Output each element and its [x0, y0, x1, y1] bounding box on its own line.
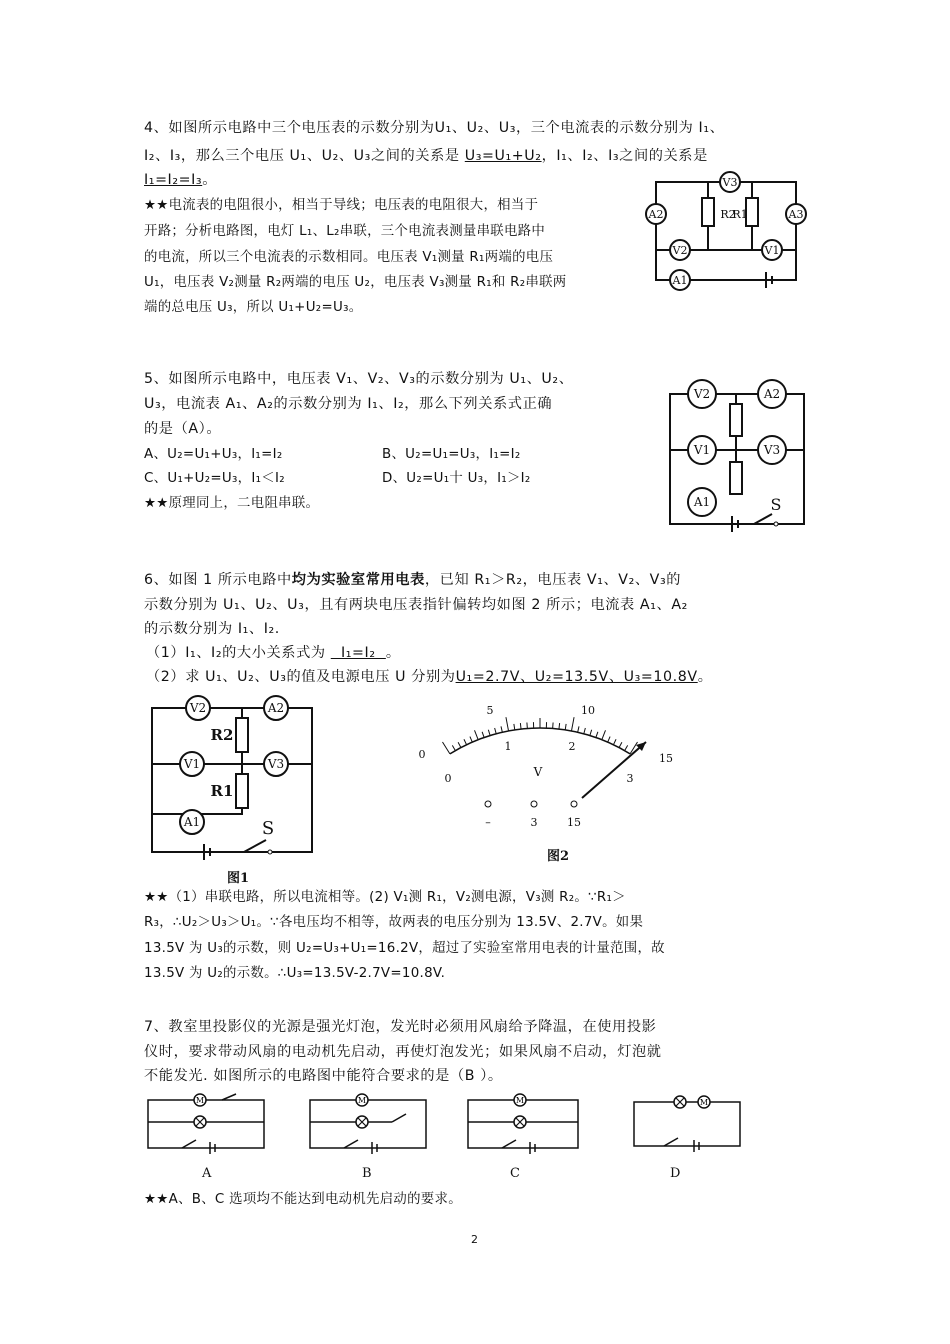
- q7-circuit-c: [466, 1092, 591, 1162]
- terminal-label-neg: –: [485, 816, 491, 829]
- q6-fig1-caption: 图1: [226, 871, 250, 886]
- q5-circuit-diagram: [668, 374, 813, 534]
- q5-line-3: 的是（A）。: [144, 421, 222, 437]
- q6-line-1: [144, 570, 681, 590]
- q4-fig-a3: A3: [788, 208, 804, 221]
- q6-fig1-r1: R1: [210, 782, 234, 800]
- scale-tick: [596, 732, 598, 738]
- q5-option-c: C、U₁+U₂=U₃，I₁＜I₂: [144, 471, 285, 486]
- scale-tick: [482, 732, 484, 738]
- scale-tick: [475, 730, 479, 739]
- q5-line-2: U₃，电流表 A₁、A₂的示数分别为 I₁、I₂，那么下列关系式正确: [144, 396, 553, 412]
- voltmeter-scale-ticks: [442, 717, 637, 754]
- scale-tick: [442, 742, 449, 754]
- scale-tick: [613, 739, 616, 744]
- voltmeter-unit: V: [533, 765, 543, 779]
- q7-option-a-label: A: [202, 1166, 212, 1181]
- q6-answer-1: I₁=I₂: [330, 645, 386, 661]
- scale-tick: [590, 730, 592, 736]
- scale-tick: [565, 724, 566, 730]
- scale-tick: [452, 745, 455, 750]
- q5-fig-v1: V1: [693, 443, 711, 457]
- q6-line-1-pre: 6、如图 1 所示电路中: [144, 572, 292, 588]
- q6-line-2: 示数分别为 U₁、U₂、U₃，且有两块电压表指针偏转均如图 2 所示；电流表 A₁、A₂: [144, 597, 688, 613]
- q4-answer-voltage: U₃=U₁+U₂: [464, 148, 542, 164]
- outer-tick-label-15: 15: [659, 752, 673, 765]
- scale-tick: [488, 730, 490, 736]
- scale-tick: [571, 717, 574, 731]
- terminal-label-3: 3: [530, 816, 538, 829]
- page-number: 2: [471, 1233, 478, 1246]
- q6-emphasis: 均为实验室常用电表: [291, 572, 425, 588]
- q7-line-3: 不能发光. 如图所示的电路图中能符合要求的是（B ）。: [144, 1068, 503, 1084]
- terminal-3: [531, 801, 537, 807]
- scale-tick: [458, 742, 461, 747]
- q6-exp-1: ★★（1）串联电路，所以电流相等。(2) V₁测 R₁，V₂测电源，V₃测 R₂。∵R₁＞: [144, 890, 626, 905]
- q6-fig1-r2: R2: [210, 726, 234, 744]
- q5-fig-v3: V3: [763, 443, 781, 457]
- q4-circuit-diagram: [640, 168, 810, 293]
- q7-circuit-a: [146, 1092, 271, 1162]
- q7-circuit-d: [632, 1092, 747, 1152]
- outer-tick-label-0: 0: [418, 748, 426, 761]
- q6-fig1-v1: V1: [183, 757, 201, 771]
- q4-line-2-pre: I₂、I₃，那么三个电压 U₁、U₂、U₃之间的关系是: [144, 148, 465, 164]
- scale-tick: [506, 717, 509, 731]
- q6-fig2-caption: 图2: [546, 849, 570, 864]
- q4-line-3: [144, 170, 217, 190]
- q4-line-1: 4、如图所示电路中三个电压表的示数分别为U₁、U₂、U₃，三个电流表的示数分别为 I₁、: [144, 120, 725, 136]
- q6-exp-2: R₃，∴U₂＞U₃＞U₁。∵各电压均不相等，故两表的电压分别为 13.5V、2.7V。如果: [144, 915, 644, 930]
- q5-option-d: D、U₂=U₁十 U₃，I₁＞I₂: [382, 471, 531, 486]
- q5-fig-a2: A2: [763, 387, 781, 401]
- motor-label-d: M: [699, 1098, 709, 1107]
- motor-label-a: M: [195, 1096, 205, 1105]
- q4-fig-a1: A1: [672, 274, 688, 287]
- q6-figure-2-voltmeter: [410, 698, 700, 868]
- q5-fig-a1: A1: [693, 495, 711, 509]
- scale-tick: [559, 723, 560, 729]
- q6-sub-1-post: 。: [385, 645, 401, 661]
- q4-exp-1: ★★电流表的电阻很小，相当于导线；电压表的电阻很大，相当于: [144, 198, 539, 213]
- voltmeter-scale-arc: [450, 728, 630, 754]
- q6-figure-1-circuit: [148, 694, 323, 884]
- scale-tick: [584, 728, 586, 734]
- q4-fig-v1: V1: [764, 244, 780, 257]
- q4-fig-r1: R1: [732, 208, 748, 221]
- q4-exp-3: 的电流，所以三个电流表的示数相同。电压表 V₁测量 R₁两端的电压: [144, 250, 554, 265]
- q7-line-1: 7、教室里投影仪的光源是强光灯泡，发光时必须用风扇给予降温，在使用投影: [144, 1019, 657, 1035]
- q7-option-c-label: C: [510, 1166, 520, 1181]
- scale-tick: [608, 737, 610, 743]
- terminal-15: [571, 801, 577, 807]
- q4-fig-v2: V2: [672, 244, 688, 257]
- q6-exp-4: 13.5V 为 U₂的示数。∴U₃=13.5V-2.7V=10.8V.: [144, 966, 446, 981]
- q7-option-d-label: D: [670, 1166, 681, 1181]
- q4-fig-v3: V3: [722, 176, 738, 189]
- q6-sub-2-post: 。: [697, 669, 713, 685]
- q4-exp-2: 开路；分析电路图，电灯 L₁、L₂串联，三个电流表测量串联电路中: [144, 224, 546, 239]
- q7-option-b-label: B: [362, 1166, 372, 1181]
- scale-tick: [520, 723, 521, 729]
- q6-sub-2-pre: （2）求 U₁、U₂、U₃的值及电源电压 U 分别为: [146, 669, 456, 685]
- inner-tick-label-3: 3: [626, 772, 634, 785]
- q6-fig1-s: S: [261, 818, 275, 839]
- terminal-neg: [485, 801, 491, 807]
- q5-option-a: A、U₂=U₁+U₃，I₁=I₂: [144, 447, 283, 462]
- q6-line-1-post: ，已知 R₁＞R₂，电压表 V₁、V₂、V₃的: [424, 572, 682, 588]
- voltmeter-needle: [582, 742, 646, 798]
- q4-line-2-post: ，I₁、I₂、I₃之间的关系是: [541, 148, 708, 164]
- q4-answer-current: I₁=I₂=I₃: [144, 172, 203, 188]
- q4-line-3-post: 。: [202, 172, 217, 188]
- scale-tick: [619, 742, 622, 747]
- scale-tick: [501, 726, 502, 732]
- q4-line-2: [144, 146, 708, 166]
- motor-label-b: M: [357, 1096, 367, 1105]
- q6-answer-2: U₁=2.7V、U₂=13.5V、U₃=10.8V: [455, 669, 698, 685]
- outer-tick-label-5: 5: [486, 704, 494, 717]
- q4-exp-5: 端的总电压 U₃，所以 U₁+U₂=U₃。: [144, 300, 363, 315]
- q4-exp-4: U₁，电压表 V₂测量 R₂两端的电压 U₂，电压表 V₃测量 R₁和 R₂串联两: [144, 275, 567, 290]
- q6-exp-3: 13.5V 为 U₃的示数，则 U₂=U₃+U₁=16.2V，超过了实验室常用电表的计量范围，故: [144, 941, 665, 956]
- motor-label-c: M: [515, 1096, 525, 1105]
- q6-sub-1-pre: （1）I₁、I₂的大小关系式为: [146, 645, 331, 661]
- scale-tick: [625, 745, 628, 750]
- scale-tick: [578, 726, 579, 732]
- q7-explanation: ★★A、B、C 选项均不能达到电动机先启动的要求。: [144, 1192, 462, 1207]
- q6-fig1-v2: V2: [189, 701, 207, 715]
- outer-tick-label-10: 10: [581, 704, 595, 717]
- scale-tick: [602, 730, 606, 739]
- scale-tick: [464, 739, 467, 744]
- terminal-label-15: 15: [567, 816, 581, 829]
- q5-line-1: 5、如图所示电路中，电压表 V₁、V₂、V₃的示数分别为 U₁、U₂、: [144, 371, 574, 387]
- inner-tick-label-1: 1: [504, 740, 512, 753]
- q5-option-b: B、U₂=U₁=U₃，I₁=I₂: [382, 447, 521, 462]
- q5-fig-v2: V2: [693, 387, 711, 401]
- q5-fig-s: S: [770, 495, 782, 514]
- inner-tick-label-2: 2: [568, 740, 576, 753]
- q4-fig-r2: R2: [720, 208, 736, 221]
- scale-tick: [470, 737, 472, 743]
- inner-tick-label-0: 0: [444, 772, 452, 785]
- q6-fig1-v3: V3: [267, 757, 285, 771]
- scale-tick: [495, 728, 497, 734]
- q6-fig1-a2: A2: [267, 701, 285, 715]
- q6-sub-2: [146, 667, 713, 687]
- scale-tick: [514, 724, 515, 730]
- q6-line-3: 的示数分别为 I₁、I₂.: [144, 621, 280, 637]
- q7-line-2: 仪时，要求带动风扇的电动机先启动，再使灯泡发光；如果风扇不启动，灯泡就: [144, 1044, 662, 1060]
- q6-fig1-a1: A1: [183, 815, 201, 829]
- q5-explanation: ★★原理同上，二电阻串联。: [144, 496, 320, 511]
- q4-fig-a2: A2: [648, 208, 664, 221]
- q7-circuit-b: [308, 1092, 433, 1162]
- q6-sub-1: [146, 643, 401, 663]
